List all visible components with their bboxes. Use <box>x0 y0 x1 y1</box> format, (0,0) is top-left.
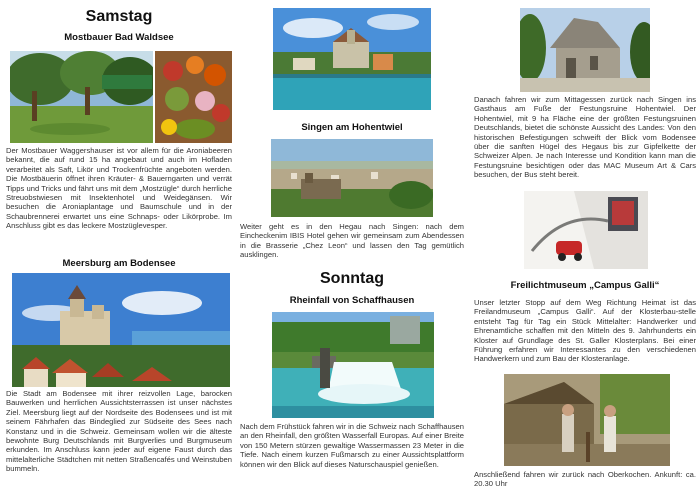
orchard-photo <box>10 51 153 143</box>
singen-panorama-photo <box>271 139 433 217</box>
heading-mostbauer: Mostbauer Bad Waldsee <box>64 32 174 43</box>
medieval-workers-photo <box>504 374 670 466</box>
text-closing: Anschließend fahren wir zurück nach Oberkochen. Ankunft: ca. 20.30 Uhr <box>474 470 696 489</box>
text-meersburg: Die Stadt am Bodensee mit ihrer reizvollen Lage, barocken Bauwerken und herrlichen Aussichtsterrassen ist unser nächstes Ziel. Meersburg liegt auf der Nordseite des Bodensees und ist mit seinem Fährhafen das Bindeglied zur Südseite des Sees nach Konstanz und in die Schweiz. Gemeinsam wollen wir die älteste bewohnte Burg Deutschlands mit Burgverlies und Burgmuseum erkunden. Im Anschluss kann jeder auf eigene Faust durch das mittelalterliche Städtchen mit netten Straßencafés und Weinstuben bummeln. <box>6 389 232 474</box>
lake-castle-photo <box>273 8 431 110</box>
text-campus-galli: Unser letzter Stopp auf dem Weg Richtung Heimat ist das Freilandmuseum „Campus Galli“. Auf der Klosterbau-stelle entsteht Tag für Tag ein Stück Mittelalter: Handwerker und Ehrenamtliche schaffen mit den Mitteln des 9. Jahrhunderts ein Kloster auf Grundlage des St. Galler Klosterplans. Bei einer Führung erfahren wir Interessantes zu den verschiedenen Handwerkern und zum Bau der Klosteranlage. <box>474 298 696 364</box>
heading-campus-galli: Freilichtmuseum „Campus Galli“ <box>510 280 660 291</box>
harvest-photo <box>155 51 232 143</box>
museum-car-photo <box>524 191 648 269</box>
column-middle <box>240 0 464 493</box>
text-mostbauer: Der Mostbauer Waggershauser ist vor allem für die Aroniabeeren bekannt, die auf rund 15 ha angebaut und auch im Hofladen verarbeitet als Saft, Likör und Trockenfrüchte angeboten werden. Die Mostbäuerin öffnet ihren Kräuter- & Bauerngarten und verrät Tipps und Tricks und fährt uns mit dem „Mostzügle“ durch herrliche Streuobstwiesen mit Insektenhotel und Weidegänsen. Wir besuchen die Aroniaplantage und Baumschule und in der Schaubrennerei erwartet uns eine Schnaps- oder Likörprobe. Im Anschluss gibt es das leckere Mostzüglevesper. <box>6 146 232 231</box>
heading-singen: Singen am Hohentwiel <box>301 122 403 133</box>
day-title-saturday: Samstag <box>85 8 153 25</box>
column-right <box>474 0 696 493</box>
text-hohentwiel: Danach fahren wir zum Mittagessen zurück nach Singen ins Gasthaus am Fuße der Festungsruine Hohentwiel. Der Hohentwiel, mit 9 ha Fläche eine der größten Festungsruinen Deutschlands, bietet die schönste Aussicht des Landes: Von den historischen Befestigungen schweift der Blick vom Bodensee über die sanften Hügel des Hegaus bis zur Gipfelkette der Schweizer Alpen. Je nach Interesse und Kondition kann man die Festungsruine besichtigen oder das MAC Museum Art & Cars besuchen, der Bus steht bereit. <box>474 95 696 180</box>
waterfall-photo <box>272 312 434 418</box>
text-rheinfall: Nach dem Frühstück fahren wir in die Schweiz nach Schaffhausen an den Rheinfall, den größten Wasserfall Europas. Auf einer Breite von 150 Metern stürzen gewaltige Wassermassen 23 Meter in die Tiefe. Nach einem kurzen Fußmarsch zu einer Aussichtsplattform können wir den Blick auf dieses Naturschauspiel genießen. <box>240 422 464 469</box>
meersburg-photo <box>12 273 230 387</box>
heading-rheinfall: Rheinfall von Schaffhausen <box>289 295 415 306</box>
column-saturday <box>6 0 232 493</box>
heading-meersburg: Meersburg am Bodensee <box>62 258 176 269</box>
day-title-sunday: Sonntag <box>320 270 384 287</box>
fortress-ruin-photo <box>520 8 650 92</box>
text-singen: Weiter geht es in den Hegau nach Singen: nach dem Eincheckenim IBIS Hotel gehen wir gemeinsam zum Abendessen in die Brasserie „Chez Leon“ und lassen den Tag gemütlich ausklingen. <box>240 222 464 260</box>
